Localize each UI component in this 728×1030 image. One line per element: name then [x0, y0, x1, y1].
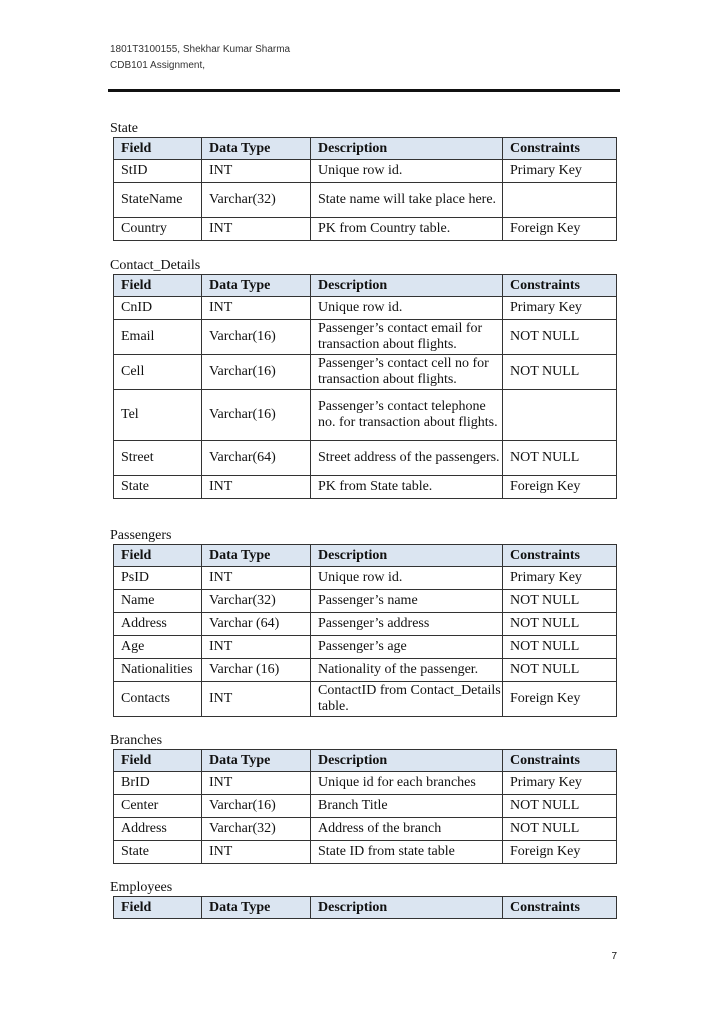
cell-constraints: Foreign Key	[503, 218, 617, 241]
cell-data-type: Varchar(64)	[202, 441, 311, 476]
cell-constraints: Primary Key	[503, 297, 617, 320]
table-row	[114, 590, 617, 613]
cell-description: Passenger’s contact cell no for transaction about flights.	[311, 355, 503, 390]
cell-constraints: NOT NULL	[503, 441, 617, 476]
cell-description: Passenger’s address	[311, 613, 503, 636]
column-header-constraints: Constraints	[503, 897, 617, 919]
cell-data-type: Varchar(16)	[202, 355, 311, 390]
contact-details-table	[113, 274, 617, 499]
cell-field: Center	[114, 795, 202, 818]
cell-constraints: Foreign Key	[503, 841, 617, 864]
cell-constraints: NOT NULL	[503, 636, 617, 659]
cell-constraints: Foreign Key	[503, 682, 617, 717]
column-header-description: Description	[311, 138, 503, 160]
cell-description: ContactID from Contact_Details table.	[311, 682, 503, 717]
column-header-description: Description	[311, 545, 503, 567]
column-header-description: Description	[311, 897, 503, 919]
cell-description: State ID from state table	[311, 841, 503, 864]
column-header-data-type: Data Type	[202, 545, 311, 567]
column-header-constraints: Constraints	[503, 545, 617, 567]
cell-field: Email	[114, 320, 202, 355]
cell-field: Tel	[114, 390, 202, 441]
page-number: 7	[611, 951, 617, 962]
cell-description: State name will take place here.	[311, 183, 503, 218]
column-header-description: Description	[311, 275, 503, 297]
column-header-constraints: Constraints	[503, 750, 617, 772]
column-header-data-type: Data Type	[202, 275, 311, 297]
cell-data-type: INT	[202, 160, 311, 183]
table-header-row	[114, 897, 617, 919]
cell-field: Name	[114, 590, 202, 613]
employees-section-title: Employees	[110, 880, 173, 895]
state-section-title: State	[110, 121, 138, 136]
table-row	[114, 841, 617, 864]
cell-field: Cell	[114, 355, 202, 390]
column-header-field: Field	[114, 275, 202, 297]
cell-description: Unique row id.	[311, 567, 503, 590]
table-row	[114, 613, 617, 636]
branches-table	[113, 749, 617, 864]
page-header	[110, 42, 290, 74]
cell-description: Unique id for each branches	[311, 772, 503, 795]
table-header-row	[114, 750, 617, 772]
cell-constraints: NOT NULL	[503, 818, 617, 841]
cell-field: State	[114, 476, 202, 499]
cell-data-type: INT	[202, 841, 311, 864]
cell-field: StateName	[114, 183, 202, 218]
header-author-line: 1801T3100155, Shekhar Kumar Sharma	[110, 44, 291, 55]
table-row	[114, 355, 617, 390]
table-header-row	[114, 275, 617, 297]
table-row	[114, 795, 617, 818]
table-row	[114, 772, 617, 795]
table-row	[114, 160, 617, 183]
column-header-data-type: Data Type	[202, 750, 311, 772]
cell-description: Passenger’s name	[311, 590, 503, 613]
table-row	[114, 476, 617, 499]
cell-data-type: INT	[202, 218, 311, 241]
header-divider	[108, 89, 620, 92]
cell-field: Country	[114, 218, 202, 241]
state-table	[113, 137, 617, 241]
column-header-data-type: Data Type	[202, 897, 311, 919]
column-header-constraints: Constraints	[503, 138, 617, 160]
cell-field: Address	[114, 613, 202, 636]
header-course-line: CDB101 Assignment,	[110, 60, 206, 71]
cell-data-type: Varchar(16)	[202, 390, 311, 441]
contact-details-section-title: Contact_Details	[110, 258, 201, 273]
cell-field: CnID	[114, 297, 202, 320]
table-row	[114, 218, 617, 241]
cell-field: Contacts	[114, 682, 202, 717]
column-header-field: Field	[114, 545, 202, 567]
column-header-data-type: Data Type	[202, 138, 311, 160]
cell-data-type: Varchar(32)	[202, 818, 311, 841]
passengers-table	[113, 544, 617, 717]
cell-data-type: INT	[202, 682, 311, 717]
cell-constraints: NOT NULL	[503, 320, 617, 355]
branches-section-title: Branches	[110, 733, 163, 748]
table-header-row	[114, 138, 617, 160]
cell-field: PsID	[114, 567, 202, 590]
column-header-constraints: Constraints	[503, 275, 617, 297]
cell-field: Age	[114, 636, 202, 659]
cell-description: PK from Country table.	[311, 218, 503, 241]
cell-description: Address of the branch	[311, 818, 503, 841]
cell-field: Nationalities	[114, 659, 202, 682]
cell-data-type: INT	[202, 567, 311, 590]
cell-field: Address	[114, 818, 202, 841]
cell-field: Street	[114, 441, 202, 476]
cell-constraints: NOT NULL	[503, 795, 617, 818]
cell-constraints: NOT NULL	[503, 613, 617, 636]
table-row	[114, 818, 617, 841]
cell-field: State	[114, 841, 202, 864]
cell-description: PK from State table.	[311, 476, 503, 499]
cell-constraints: Primary Key	[503, 160, 617, 183]
table-row	[114, 636, 617, 659]
cell-description: Passenger’s contact email for transaction about flights.	[311, 320, 503, 355]
cell-data-type: Varchar(32)	[202, 590, 311, 613]
cell-description: Nationality of the passenger.	[311, 659, 503, 682]
table-row	[114, 320, 617, 355]
table-row	[114, 297, 617, 320]
column-header-field: Field	[114, 897, 202, 919]
cell-constraints: NOT NULL	[503, 659, 617, 682]
cell-description: Passenger’s contact telephone no. for transaction about flights.	[311, 390, 503, 441]
table-row	[114, 441, 617, 476]
cell-constraints: Primary Key	[503, 772, 617, 795]
cell-data-type: Varchar(32)	[202, 183, 311, 218]
table-row	[114, 390, 617, 441]
cell-data-type: INT	[202, 636, 311, 659]
column-header-description: Description	[311, 750, 503, 772]
cell-data-type: INT	[202, 476, 311, 499]
cell-data-type: Varchar(16)	[202, 320, 311, 355]
cell-description: Branch Title	[311, 795, 503, 818]
column-header-field: Field	[114, 138, 202, 160]
cell-data-type: Varchar (16)	[202, 659, 311, 682]
table-row	[114, 183, 617, 218]
cell-constraints: NOT NULL	[503, 590, 617, 613]
cell-constraints	[503, 183, 617, 218]
cell-field: BrID	[114, 772, 202, 795]
cell-data-type: INT	[202, 297, 311, 320]
table-row	[114, 659, 617, 682]
cell-data-type: Varchar(16)	[202, 795, 311, 818]
cell-data-type: INT	[202, 772, 311, 795]
cell-description: Unique row id.	[311, 160, 503, 183]
cell-description: Passenger’s age	[311, 636, 503, 659]
column-header-field: Field	[114, 750, 202, 772]
cell-constraints: Foreign Key	[503, 476, 617, 499]
cell-data-type: Varchar (64)	[202, 613, 311, 636]
table-row	[114, 567, 617, 590]
cell-constraints	[503, 390, 617, 441]
table-row	[114, 682, 617, 717]
employees-table	[113, 896, 617, 919]
table-header-row	[114, 545, 617, 567]
cell-field: StID	[114, 160, 202, 183]
cell-constraints: Primary Key	[503, 567, 617, 590]
cell-description: Street address of the passengers.	[311, 441, 503, 476]
cell-constraints: NOT NULL	[503, 355, 617, 390]
cell-description: Unique row id.	[311, 297, 503, 320]
passengers-section-title: Passengers	[110, 528, 172, 543]
